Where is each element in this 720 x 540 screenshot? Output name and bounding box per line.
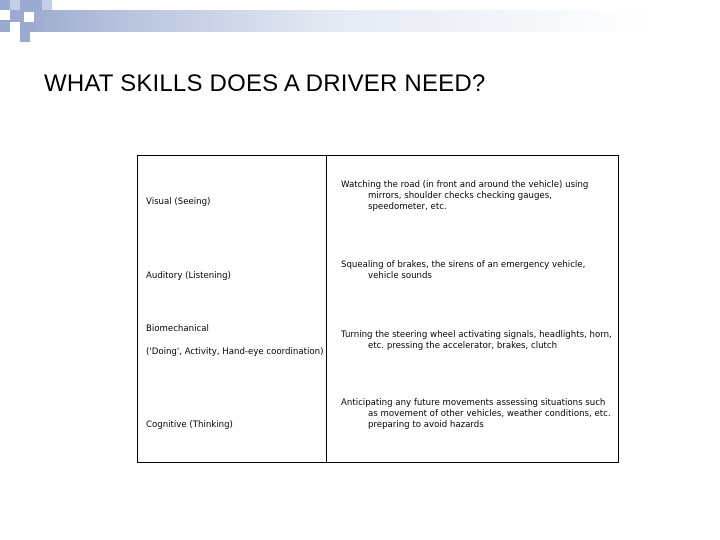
skills-table <box>137 155 619 463</box>
description-cell <box>327 156 619 238</box>
header-banner <box>0 10 720 32</box>
skill-cell <box>138 238 327 304</box>
skill-cell <box>138 304 327 379</box>
skill-detail: ('Doing', Activity, Hand-eye coordination) <box>146 347 324 357</box>
description-cell <box>327 379 619 463</box>
skill-label: Auditory (Listening) <box>146 271 231 281</box>
description-cell <box>327 304 619 379</box>
skill-label: Visual (Seeing) <box>146 197 211 208</box>
skill-description: Turning the steering wheel activating signals, headlights, horn, etc. pressing the accelerator, brakes, clutch <box>341 330 612 351</box>
skill-label: Cognitive (Thinking) <box>146 419 233 430</box>
skill-cell <box>138 379 327 463</box>
skill-description: Squealing of brakes, the sirens of an emergency vehicle, vehicle sounds <box>341 259 586 281</box>
skill-label: Biomechanical <box>146 324 209 334</box>
table-row <box>138 379 619 463</box>
description-cell <box>327 238 619 304</box>
slide-title: WHAT SKILLS DOES A DRIVER NEED? <box>44 70 486 97</box>
skill-description: Watching the road (in front and around the vehicle) using mirrors, shoulder checks checking gauges, speedometer, etc. <box>341 180 589 213</box>
skill-cell <box>138 156 327 238</box>
table-row <box>138 156 619 238</box>
table-row <box>138 304 619 379</box>
table-row <box>138 238 619 304</box>
skill-description: Anticipating any future movements assessing situations such as movement of other vehicles, weather conditions, etc. preparing to avoid hazards <box>341 397 611 430</box>
